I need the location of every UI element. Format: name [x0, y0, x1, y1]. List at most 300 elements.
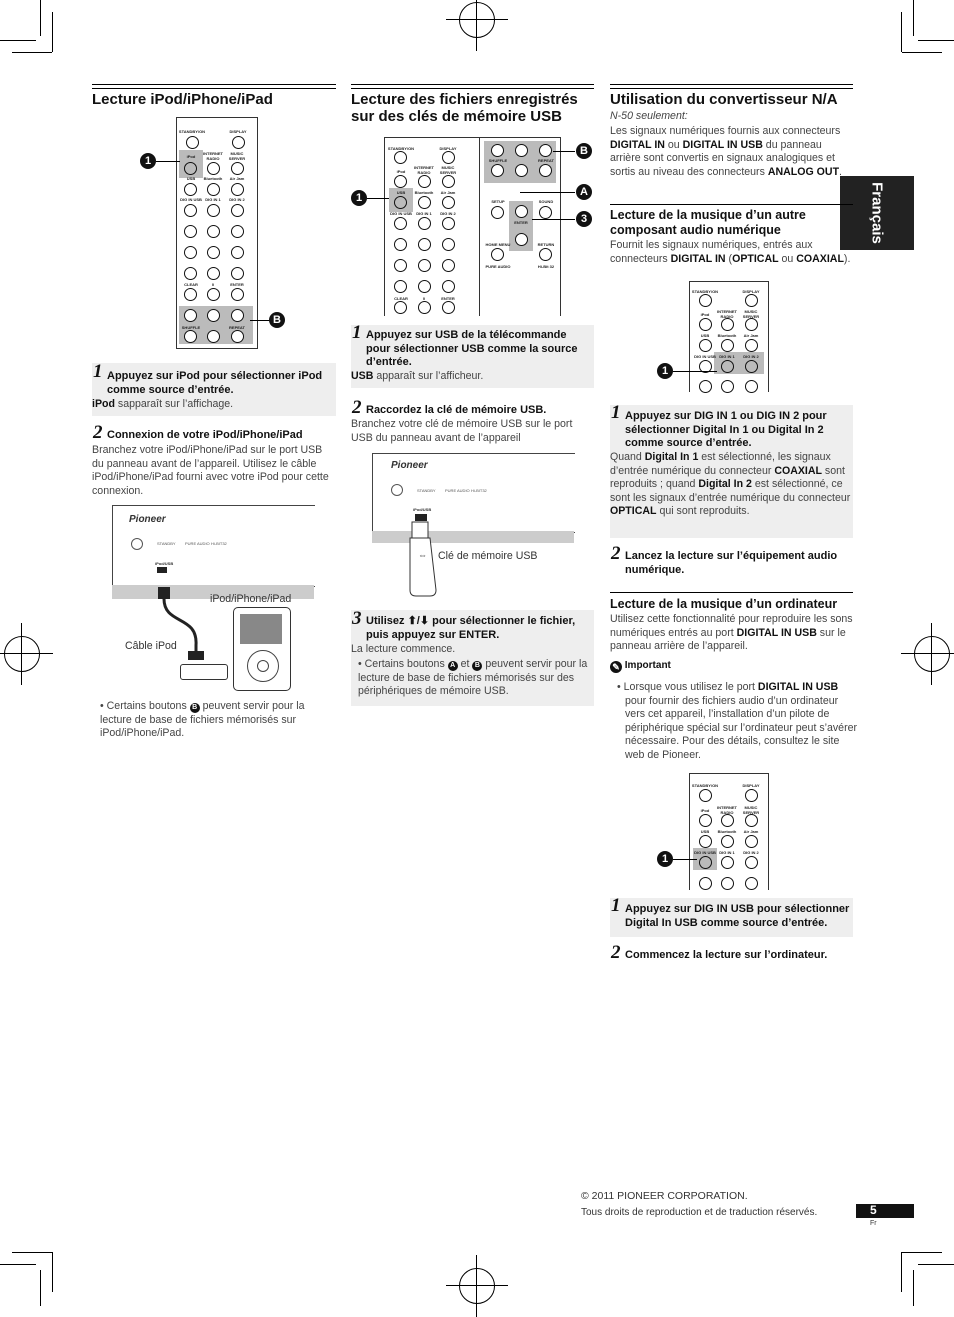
remote-button: [721, 814, 734, 827]
crop-mark: [0, 40, 36, 41]
crop-mark: [913, 1270, 914, 1306]
remote-button: [539, 248, 552, 261]
remote-label: HOME MENU: [485, 242, 511, 247]
remote-button: [394, 259, 407, 272]
text: ou: [664, 138, 683, 151]
bullet-note: • Certains boutons B peuvent servir pour la lecture de base de fichiers mémorisés sur iPod/iPhone/iPad.: [100, 700, 305, 739]
remote-button: [699, 318, 712, 331]
text: sur le panneau arrière de l’appareil.: [610, 626, 846, 652]
section3-subtitle: N-50 seulement:: [610, 110, 688, 122]
remote-button: [231, 204, 244, 217]
remote-button: [232, 136, 245, 149]
remote-button: [394, 217, 407, 230]
remote-button: [207, 225, 220, 238]
remote-label: STANDBY/ON: [691, 289, 719, 294]
subsection-rule: [610, 204, 853, 205]
callout-1: 1: [657, 851, 673, 867]
bold-term: Digital In 2: [698, 478, 752, 490]
remote-label: DIG IN 1: [416, 211, 432, 216]
remote-button: [745, 856, 758, 869]
remote-label: DIG IN USB: [694, 850, 716, 855]
callout-a: A: [576, 184, 592, 200]
callout-line: [156, 161, 180, 162]
remote-button: [721, 318, 734, 331]
power-knob: [131, 538, 143, 550]
text: Lorsque vous utilisez le port: [623, 681, 758, 693]
page-number: 5: [870, 1203, 877, 1217]
remote-button: [418, 217, 431, 230]
remote-label: STANDBY/ON: [178, 129, 206, 134]
registration-mark: [459, 1268, 495, 1304]
device-label: PURE AUDIO: [185, 541, 210, 546]
note-text: sapparaît sur l’affichage.: [114, 398, 234, 410]
remote-label: DIG IN USB: [694, 354, 716, 359]
step-body: Branchez votre iPod/iPhone/iPad sur le port USB du panneau avant de l’appareil. Utilisez le câble iPod/iPhone/iPad fourni avec votre iPod pour cette connexion.: [92, 444, 329, 497]
remote-button: [394, 175, 407, 188]
bold-term: OPTICAL: [732, 252, 779, 265]
remote-button: [231, 183, 244, 196]
remote-label: USB: [186, 176, 196, 181]
remote-button: [231, 162, 244, 175]
bold-term: DIGITAL IN USB: [736, 626, 817, 639]
remote-label: iPod: [396, 169, 406, 174]
important-heading: [610, 660, 671, 673]
ipod-screen: [240, 614, 282, 644]
bold-term: USB: [351, 370, 374, 382]
receiver-illustration: [372, 453, 575, 533]
bold-term: COAXIAL: [796, 252, 844, 265]
step-number: 1: [611, 895, 621, 916]
remote-button: [745, 789, 758, 802]
inline-callout-b: B: [190, 703, 200, 713]
text: du panneau arrière sont convertis en signaux analogiques et sortis au niveau des connecteurs: [610, 138, 835, 178]
registration-mark: [914, 636, 950, 672]
callout-line: [553, 151, 575, 152]
remote-button: [442, 280, 455, 293]
step-text: Appuyez sur DIG IN 1 ou DIG IN 2 pour sélectionner Digital In 1 ou Digital In 2 comme source d’entrée.: [625, 410, 827, 449]
remote-label: DIG IN 2: [229, 197, 245, 202]
subsection2-body: [610, 613, 853, 654]
svg-text:⇔: ⇔: [418, 550, 427, 560]
remote-label: Air Jam: [229, 176, 245, 181]
callout-line: [250, 320, 270, 321]
remote-button: [745, 318, 758, 331]
remote-button: [184, 225, 197, 238]
remote-button: [184, 330, 197, 343]
remote-button: [231, 330, 244, 343]
remote-button: [442, 217, 455, 230]
remote-label: DISPLAY: [742, 783, 760, 788]
remote-button: [539, 164, 552, 177]
text: Les signaux numériques fournis aux connecteurs: [610, 125, 841, 137]
step-number: 1: [611, 402, 621, 423]
crop-mark: [913, 0, 914, 36]
remote-button: [207, 267, 220, 280]
bullet-text: et: [457, 658, 473, 670]
dig-in-2-button: [745, 360, 758, 373]
label-usb: Clé de mémoire USB: [438, 550, 538, 562]
bullet-note: • Certains boutons A et B peuvent servir pour la lecture de base de fichiers mémorisés sur des périphériques de mémoire USB.: [358, 658, 588, 697]
remote-label: STANDBY/ON: [691, 783, 719, 788]
remote-button: [394, 238, 407, 251]
remote-button: [745, 380, 758, 393]
remote-label: INTERNET RADIO: [203, 151, 223, 161]
remote-button: [491, 248, 504, 261]
remote-label: MUSIC SERVER: [439, 165, 457, 175]
bullet-text: Certains boutons: [364, 658, 448, 670]
prev-button: [184, 309, 197, 322]
device-label: STANDBY: [417, 488, 436, 493]
step-text: Appuyez sur DIG IN USB pour sélectionner Digital In USB comme source d’entrée.: [625, 903, 850, 929]
crop-mark: [0, 1264, 36, 1265]
dock-connector: [180, 664, 228, 680]
important-note: • Lorsque vous utilisez le port DIGITAL IN USB pour fournir des fichiers audio d’un ordinateur vers cet appareil, l’installation d’un pilote de périphérique spécial sur l’ordinateur peut s’avérer nécessaire. Pour des détails, consultez le site web de Pioneer.: [617, 681, 858, 761]
remote-label: PURE AUDIO: [485, 264, 511, 269]
remote-label: DISPLAY: [439, 146, 457, 151]
remote-label: iPod: [700, 312, 710, 317]
step-number: 2: [93, 422, 103, 443]
callout-3: 3: [576, 211, 592, 227]
crop-mark: [918, 1264, 954, 1265]
remote-button: [207, 246, 220, 259]
remote-label: INTERNET RADIO: [414, 165, 434, 175]
remote-label: SETUP: [491, 199, 505, 204]
remote-label: Bluetooth: [717, 829, 737, 834]
up-button: [515, 205, 528, 218]
text: .: [839, 165, 842, 178]
remote-button: [442, 175, 455, 188]
step-text: Lancez la lecture sur l’équipement audio numérique.: [625, 550, 838, 576]
registration-mark: [459, 2, 495, 38]
section1-title: Lecture iPod/iPhone/iPad: [92, 91, 273, 108]
remote-button: [721, 835, 734, 848]
bold-term: OPTICAL: [610, 505, 657, 517]
remote-button: [207, 288, 220, 301]
page-number-box: [856, 1204, 914, 1218]
remote-control-illustration: [689, 281, 769, 392]
section-rule: [92, 84, 336, 89]
remote-label: SOUND: [538, 199, 554, 204]
page-lang: Fr: [870, 1220, 877, 1227]
dig-in-1-button: [721, 360, 734, 373]
remote-button: [184, 267, 197, 280]
bold-term: COAXIAL: [774, 464, 822, 477]
remote-label: SHUFFLE: [488, 158, 508, 163]
remote-label: DISPLAY: [229, 129, 247, 134]
bullet-text: Certains boutons: [106, 700, 190, 712]
remote-button: [491, 164, 504, 177]
bold-term: DIGITAL IN USB: [757, 681, 839, 693]
remote-label: REPEAT: [229, 325, 245, 330]
crop-mark: [901, 12, 902, 52]
callout-1: 1: [657, 363, 673, 379]
important-icon: ✎: [610, 661, 622, 673]
section3-intro: [610, 125, 853, 179]
remote-button: [442, 301, 455, 314]
callout-1: 1: [351, 190, 367, 206]
remote-label: Hi-Bit 32: [537, 264, 555, 269]
step-text: Connexion de votre iPod/iPhone/iPad: [107, 429, 303, 441]
remote-label: USB: [700, 333, 710, 338]
step-number: 2: [352, 397, 362, 418]
remote-button: [745, 339, 758, 352]
remote-label: USB: [700, 829, 710, 834]
step-number: 2: [611, 942, 621, 963]
down-button: [515, 233, 528, 246]
remote-button: [491, 206, 504, 219]
remote-button: [442, 238, 455, 251]
remote-button: [442, 151, 455, 164]
remote-button: [184, 288, 197, 301]
remote-label: SHUFFLE: [181, 325, 201, 330]
remote-label: DIG IN 2: [743, 354, 759, 359]
power-button: [699, 294, 712, 307]
remote-label: DIG IN 1: [719, 850, 735, 855]
section3-title: Utilisation du convertisseur N/A: [610, 91, 838, 108]
brand-logo: Pioneer: [129, 514, 166, 525]
language-tab-label: Français: [868, 182, 886, 244]
subsection-rule: [610, 592, 853, 593]
remote-label: MUSIC SERVER: [742, 805, 760, 815]
remote-button: [418, 301, 431, 314]
crop-mark: [918, 40, 954, 41]
remote-button: [231, 267, 244, 280]
remote-label: Bluetooth: [203, 176, 223, 181]
remote-button: [207, 183, 220, 196]
step-text: Appuyez sur iPod pour sélectionner iPod comme source d’entrée.: [107, 370, 323, 396]
remote-label: 0: [211, 282, 215, 287]
remote-button: [745, 877, 758, 890]
remote-button: [231, 288, 244, 301]
remote-label: INTERNET RADIO: [717, 309, 737, 319]
remote-label: iPod: [700, 808, 710, 813]
remote-button: [699, 835, 712, 848]
device-label: Hi-BIT32: [471, 488, 487, 493]
callout-b: B: [269, 312, 285, 328]
remote-button: [699, 339, 712, 352]
remote-label: Air Jam: [743, 333, 759, 338]
step-text: Commencez la lecture sur l’ordinateur.: [625, 949, 828, 961]
bold-term: ANALOG OUT: [767, 165, 840, 178]
remote-label: STANDBY/ON: [387, 146, 415, 151]
crop-mark: [12, 1252, 52, 1253]
dig-in-usb-button: [699, 856, 712, 869]
remote-label: DISPLAY: [742, 289, 760, 294]
usb-port: [157, 567, 167, 573]
remote-label: ENTER: [441, 296, 455, 301]
remote-label: ENTER: [514, 220, 528, 225]
device-label: PURE AUDIO: [445, 488, 470, 493]
remote-button: [394, 280, 407, 293]
step-text: Appuyez sur USB de la télécommande pour sélectionner USB comme la source d’entrée.: [366, 329, 578, 368]
ipod-button: [184, 162, 197, 175]
remote-button: [699, 814, 712, 827]
bold-term: DIGITAL IN: [610, 138, 665, 151]
step-text: [366, 615, 592, 642]
registration-mark: [4, 636, 40, 672]
step-body: [610, 451, 851, 519]
inline-callout-b: B: [472, 661, 482, 671]
footer-copyright: © 2011 PIONEER CORPORATION.: [581, 1190, 748, 1202]
remote-button: [207, 162, 220, 175]
text: Quand: [610, 451, 645, 463]
remote-button: [394, 301, 407, 314]
text: est sélectionné, ce sont les signaux d’entrée numérique du connecteur: [610, 478, 851, 504]
remote-label: DIG IN 2: [440, 211, 456, 216]
brand-logo: Pioneer: [391, 460, 428, 471]
step-body: Branchez votre clé de mémoire USB sur le port USB du panneau avant de l’appareil: [351, 418, 573, 444]
play-pause-button: [515, 144, 528, 157]
remote-label: 0: [422, 296, 426, 301]
inline-callout-a: A: [448, 661, 458, 671]
subsection1-title: Lecture de la musique d’un autre composant audio numérique: [610, 208, 806, 237]
text: sont reproduits ; quand: [610, 464, 845, 490]
remote-button: [442, 259, 455, 272]
callout-line: [673, 371, 717, 372]
remote-button: [418, 280, 431, 293]
next-button: [231, 309, 244, 322]
step-text-part: Utilisez: [366, 615, 408, 627]
ipod-illustration: [233, 607, 291, 691]
remote-label: DIG IN 2: [743, 850, 759, 855]
remote-button: [231, 246, 244, 259]
note-text: apparaît sur l’afficheur.: [373, 370, 484, 382]
remote-control-illustration: [176, 117, 258, 349]
device-label: iPod/USB: [155, 561, 174, 566]
remote-button: [721, 339, 734, 352]
crop-mark: [40, 0, 41, 36]
text: qui sont reproduits.: [656, 505, 750, 517]
section-rule: [610, 84, 853, 89]
remote-label: DIG IN USB: [390, 211, 412, 216]
remote-label: ENTER: [230, 282, 244, 287]
play-pause-button: [207, 309, 220, 322]
remote-label: Air Jam: [440, 190, 456, 195]
remote-button: [721, 856, 734, 869]
ipod-center: [257, 660, 269, 672]
remote-button: [418, 196, 431, 209]
stop-button: [207, 330, 220, 343]
subsection1-body: [610, 239, 853, 266]
label-cable: Câble iPod: [125, 640, 177, 652]
remote-label: Air Jam: [743, 829, 759, 834]
device-label: iPod/USB: [413, 507, 432, 512]
remote-button: [418, 259, 431, 272]
remote-label: INTERNET RADIO: [717, 805, 737, 815]
remote-label: CLEAR: [184, 282, 198, 287]
bold-term: iPod: [92, 398, 115, 410]
label-device: iPod/iPhone/iPad: [210, 593, 292, 605]
remote-control-illustration: [384, 137, 561, 316]
text: Fournit les signaux numériques, entrés aux connecteurs: [610, 239, 813, 265]
remote-label: DIG IN USB: [180, 197, 202, 202]
remote-button: [721, 380, 734, 393]
callout-1: 1: [140, 153, 156, 169]
prev-button: [491, 144, 504, 157]
step-note: [351, 370, 594, 384]
remote-button: [699, 380, 712, 393]
step-text-part: pour sélectionner le fichier, puis appuyez sur ENTER.: [366, 615, 576, 641]
step-number: 3: [352, 608, 362, 629]
text: (: [725, 252, 733, 265]
crop-mark: [40, 1270, 41, 1306]
arrow-icon: ⬆/⬇: [407, 615, 430, 627]
remote-button: [418, 175, 431, 188]
crop-mark: [902, 1252, 942, 1253]
remote-button: [184, 246, 197, 259]
power-knob: [391, 484, 403, 496]
callout-line: [673, 859, 697, 860]
crop-mark: [901, 1252, 902, 1292]
footer-rights: Tous droits de reproduction et de traduction réservés.: [581, 1207, 818, 1218]
remote-label: MUSIC SERVER: [228, 151, 246, 161]
remote-button: [418, 238, 431, 251]
callout-b: B: [576, 143, 592, 159]
device-label: Hi-BIT32: [211, 541, 227, 546]
remote-button: [539, 206, 552, 219]
remote-label: REPEAT: [538, 158, 554, 163]
text: est sélectionné, les signaux d’entrée numérique du connecteur: [610, 451, 831, 477]
step-text: Raccordez la clé de mémoire USB.: [366, 404, 547, 416]
text: ).: [843, 252, 851, 265]
stop-button: [515, 164, 528, 177]
step-number: 2: [611, 543, 621, 564]
remote-button: [745, 835, 758, 848]
callout-line: [520, 192, 575, 193]
remote-button: [231, 225, 244, 238]
bold-term: Digital In 1: [644, 451, 699, 463]
subsection2-title: Lecture de la musique d’un ordinateur: [610, 597, 838, 611]
callout-line: [367, 198, 389, 199]
remote-button: [184, 183, 197, 196]
step-number: 1: [352, 322, 362, 343]
remote-button: [745, 814, 758, 827]
crop-mark: [902, 52, 942, 53]
remote-button: [184, 204, 197, 217]
bold-term: DIGITAL IN: [670, 252, 726, 265]
device-label: STANDBY: [157, 541, 176, 546]
remote-button: [699, 877, 712, 890]
remote-control-illustration: [689, 773, 769, 890]
usb-button: [394, 196, 407, 209]
bullet-text: peuvent servir pour la lecture de base de fichiers mémorisés sur des périphériques de mémoire USB.: [358, 658, 588, 697]
crop-mark: [12, 52, 52, 53]
remote-label: DIG IN 1: [205, 197, 221, 202]
remote-label: DIG IN 1: [719, 354, 735, 359]
important-label: Important: [624, 660, 671, 671]
remote-label: iPod: [186, 154, 196, 159]
text: pour fournir des fichiers audio d’un ordinateur vers cet appareil, l’installation d’un pilote de périphérique spécial sur l’ordinateur peut s’avérer nécessaire. Pour des détails, consultez le site web de Pioneer.: [625, 694, 858, 761]
remote-label: Bluetooth: [414, 190, 434, 195]
remote-label: CLEAR: [394, 296, 408, 301]
ipod-cable: [150, 585, 210, 675]
section2-title: Lecture des fichiers enregistrés sur des clés de mémoire USB: [351, 91, 578, 125]
remote-button: [442, 196, 455, 209]
crop-mark: [52, 12, 53, 52]
text: Utilisez cette fonctionnalité pour reproduire les sons numériques entrés au port: [610, 613, 853, 639]
remote-label: RETURN: [537, 242, 555, 247]
remote-button: [745, 294, 758, 307]
section-rule: [351, 84, 594, 89]
remote-button: [721, 877, 734, 890]
device-shelf: [372, 531, 574, 543]
step-note: La lecture commence.: [351, 643, 456, 655]
remote-label: USB: [396, 190, 406, 195]
text: ou: [778, 252, 797, 265]
step-number: 1: [93, 361, 103, 382]
remote-button: [207, 204, 220, 217]
power-button: [394, 151, 407, 164]
